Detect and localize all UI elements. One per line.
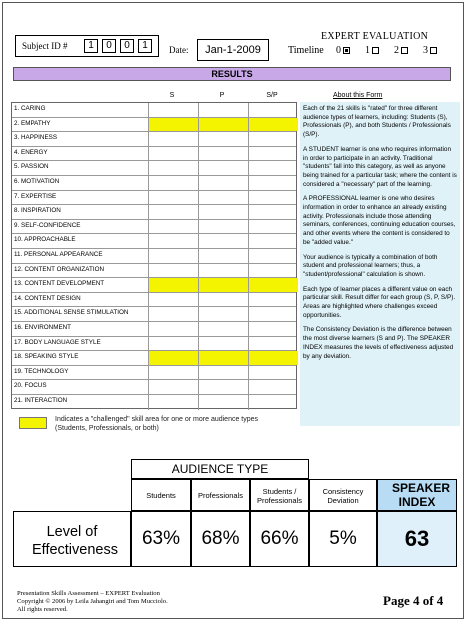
- about-paragraph: Each type of learner places a different value on each particular skill. Result differ for each group (S, P, S/P). Areas are highlighted where challenges exceed opportunities.: [303, 285, 456, 319]
- skill-cell-p: [198, 191, 248, 205]
- students-value: 63%: [131, 511, 191, 567]
- skill-cell-p: [198, 103, 248, 117]
- about-paragraph: A PROFESSIONAL learner is one who desires information in order to enhance an already existing activity. Professionals include those attending seminars, conferences, continuing education courses, and other events where the content is considered to be "added value.": [303, 195, 456, 246]
- legend-text: Indicates a "challenged" skill area for one or more audience types (Students, Professionals, or both): [55, 416, 259, 432]
- skill-cell-p: [198, 366, 248, 380]
- skill-cell-p: [198, 278, 248, 292]
- skill-cell-sp: [248, 161, 298, 175]
- skill-row: [12, 103, 296, 118]
- skill-label: 18. SPEAKING STYLE: [14, 353, 79, 361]
- timeline-option-label: 3: [423, 45, 428, 56]
- skill-cell-sp: [248, 205, 298, 219]
- skill-cell-s: [148, 234, 198, 248]
- speaker-index-header: SPEAKER INDEX: [377, 479, 457, 511]
- skill-cell-p: [198, 176, 248, 190]
- skill-cell-p: [198, 395, 248, 410]
- skill-cell-sp: [248, 351, 298, 365]
- skill-cell-sp: [248, 103, 298, 117]
- results-heading: RESULTS: [13, 67, 451, 81]
- skill-cell-sp: [248, 191, 298, 205]
- column-header-sp: S/P: [266, 92, 278, 99]
- skill-cell-p: [198, 118, 248, 132]
- skill-cell-s: [148, 118, 198, 132]
- skill-label: 16. ENVIRONMENT: [14, 324, 72, 331]
- skill-label: 21. INTERACTION: [14, 397, 68, 404]
- skill-cell-p: [198, 307, 248, 321]
- students-professionals-value: 66%: [250, 511, 309, 567]
- skill-label: 15. ADDITIONAL SENSE STIMULATION: [14, 309, 129, 317]
- skill-cell-s: [148, 220, 198, 234]
- checkbox-icon[interactable]: [430, 47, 437, 54]
- skill-cell-s: [148, 176, 198, 190]
- timeline-option-label: 1: [365, 45, 370, 56]
- skill-row: [12, 205, 296, 220]
- subject-id-digit[interactable]: 0: [120, 39, 134, 53]
- skill-cell-p: [198, 220, 248, 234]
- skill-row: [12, 322, 296, 337]
- skill-cell-s: [148, 278, 198, 292]
- skill-cell-sp: [248, 264, 298, 278]
- skill-cell-p: [198, 147, 248, 161]
- skill-label: 4. ENERGY: [14, 148, 48, 156]
- skill-cell-sp: [248, 132, 298, 146]
- skill-cell-s: [148, 205, 198, 219]
- skill-cell-p: [198, 380, 248, 394]
- skill-row: [12, 147, 296, 162]
- skill-row: [12, 191, 296, 206]
- about-paragraph: Each of the 21 skills is "rated" for three different audience types of learners, including: Students (S), Professionals (P), and both Students / Professionals (S/P).: [303, 105, 451, 139]
- skill-row: [12, 118, 296, 133]
- skill-row: [12, 161, 296, 176]
- skill-row: [12, 366, 296, 381]
- skill-cell-sp: [248, 293, 298, 307]
- skill-cell-s: [148, 307, 198, 321]
- skill-row: [12, 264, 296, 279]
- checkbox-icon[interactable]: [401, 47, 408, 54]
- skill-cell-sp: [248, 118, 298, 132]
- level-of-effectiveness-label: Level of Effectiveness: [13, 511, 131, 567]
- audience-type-header: AUDIENCE TYPE: [131, 459, 309, 479]
- skill-row: [12, 337, 296, 352]
- audience-table: [13, 459, 459, 583]
- skill-cell-p: [198, 161, 248, 175]
- skill-cell-sp: [248, 147, 298, 161]
- subject-id-digit[interactable]: 1: [138, 39, 152, 53]
- skill-row: [12, 351, 296, 366]
- skill-label: 2. EMPATHY: [14, 119, 51, 127]
- skill-cell-sp: [248, 220, 298, 234]
- skill-row: [12, 176, 296, 191]
- skill-row: [12, 220, 296, 235]
- skill-cell-s: [148, 395, 198, 410]
- skill-cell-s: [148, 249, 198, 263]
- skill-label: 10. APPROACHABLE: [14, 236, 76, 244]
- skill-cell-s: [148, 366, 198, 380]
- skill-label: 6. MOTIVATION: [14, 178, 60, 185]
- timeline-option-label: 2: [394, 45, 399, 56]
- about-panel: [300, 102, 460, 426]
- about-paragraph: Your audience is typically a combination of both student and professional learners; thus, a "student/professional" calculation is shown.: [303, 253, 438, 278]
- skill-row: [12, 278, 296, 293]
- timeline-option-2[interactable]: [394, 45, 408, 56]
- skill-cell-s: [148, 264, 198, 278]
- date-label: Date:: [169, 45, 189, 55]
- skill-label: 1. CARING: [14, 105, 46, 112]
- timeline-option-1[interactable]: [365, 45, 379, 56]
- page-number: Page 4 of 4: [383, 593, 444, 608]
- skill-cell-sp: [248, 249, 298, 263]
- students-header: Students: [131, 479, 191, 511]
- checkbox-icon[interactable]: [372, 47, 379, 54]
- subject-id-box: [15, 35, 159, 57]
- skill-cell-sp: [248, 176, 298, 190]
- skill-cell-sp: [248, 307, 298, 321]
- skill-cell-s: [148, 103, 198, 117]
- skill-cell-sp: [248, 337, 298, 351]
- skill-row: [12, 380, 296, 395]
- skill-cell-sp: [248, 380, 298, 394]
- skill-label: 3. HAPPINESS: [14, 134, 58, 142]
- skill-cell-p: [198, 351, 248, 365]
- date-field[interactable]: Jan-1-2009: [197, 39, 269, 61]
- skill-cell-s: [148, 132, 198, 146]
- skill-label: 20. FOCUS: [14, 382, 47, 390]
- footer-text: [17, 590, 168, 613]
- skill-cell-p: [198, 249, 248, 263]
- evaluation-page: [2, 2, 464, 619]
- skill-row: [12, 293, 296, 308]
- skill-cell-p: [198, 337, 248, 351]
- checked-box-icon[interactable]: [343, 47, 350, 54]
- timeline-option-0[interactable]: [336, 45, 350, 56]
- skill-label: 14. CONTENT DESIGN: [14, 294, 81, 302]
- skill-label: 11. PERSONAL APPEARANCE: [14, 251, 103, 258]
- subject-id-label: Subject ID #: [22, 41, 68, 51]
- skill-cell-p: [198, 264, 248, 278]
- skill-cell-s: [148, 351, 198, 365]
- consistency-deviation-value: 5%: [309, 511, 377, 567]
- subject-id-digit[interactable]: 1: [84, 39, 98, 53]
- skill-cell-p: [198, 132, 248, 146]
- skill-cell-s: [148, 322, 198, 336]
- footer-line: All rights reserved.: [17, 605, 68, 613]
- footer-line: Copyright © 2006 by Leila Jahangiri and Tom Mucciolo.: [17, 597, 168, 605]
- about-paragraph: A STUDENT learner is one who requires information in order to participate in an activity. Traditional "students" fall into this category, as well as anyone being trained for a particular task; where the content is considered a "necessary" part of the learning.: [303, 145, 457, 188]
- skill-cell-s: [148, 191, 198, 205]
- consistency-deviation-header: Consistency Deviation: [309, 479, 377, 511]
- professionals-header: Professionals: [191, 479, 250, 511]
- footer-line: Presentation Skills Assessment – EXPERT Evaluation: [17, 590, 160, 597]
- skill-cell-sp: [248, 366, 298, 380]
- legend-swatch: [19, 417, 47, 429]
- skill-row: [12, 234, 296, 249]
- timeline-option-label: 0: [336, 45, 341, 56]
- skill-cell-s: [148, 161, 198, 175]
- professionals-value: 68%: [191, 511, 250, 567]
- skill-cell-s: [148, 293, 198, 307]
- skill-label: 8. INSPIRATION: [14, 207, 61, 215]
- skill-cell-s: [148, 380, 198, 394]
- skill-label: 12. CONTENT ORGANIZATION: [14, 265, 105, 273]
- skill-cell-p: [198, 322, 248, 336]
- skill-cell-sp: [248, 278, 298, 292]
- timeline-option-3[interactable]: [423, 45, 437, 56]
- about-heading: About this Form: [333, 92, 383, 99]
- skill-cell-p: [198, 205, 248, 219]
- skill-row: [12, 249, 296, 264]
- skill-label: 19. TECHNOLOGY: [14, 367, 69, 375]
- about-paragraph: The Consistency Deviation is the difference between the most diverse learners (S and P). The SPEAKER INDEX measures the levels of effectiveness adjusted by any deviation.: [303, 326, 454, 360]
- skill-cell-sp: [248, 322, 298, 336]
- skill-cell-sp: [248, 234, 298, 248]
- skill-row: [12, 307, 296, 322]
- speaker-index-value: 63: [377, 511, 457, 567]
- skill-label: 9. SELF-CONFIDENCE: [14, 221, 81, 229]
- skill-label: 17. BODY LANGUAGE STYLE: [14, 338, 101, 346]
- skill-cell-s: [148, 337, 198, 351]
- students-professionals-header: Students / Professionals: [250, 479, 309, 511]
- skill-cell-p: [198, 293, 248, 307]
- skill-cell-p: [198, 234, 248, 248]
- skill-row: [12, 132, 296, 147]
- skill-label: 5. PASSION: [14, 163, 49, 171]
- skill-label: 13. CONTENT DEVELOPMENT: [14, 280, 105, 288]
- timeline-label: Timeline: [288, 45, 324, 56]
- column-header-s: S: [169, 92, 175, 99]
- skill-label: 7. EXPERTISE: [14, 192, 57, 200]
- skill-cell-sp: [248, 395, 298, 410]
- skill-row: [12, 395, 296, 410]
- skill-cell-s: [148, 147, 198, 161]
- subject-id-digit[interactable]: 0: [102, 39, 116, 53]
- skills-table: [11, 102, 297, 409]
- evaluation-title: EXPERT EVALUATION: [321, 31, 429, 42]
- column-header-p: P: [219, 92, 225, 99]
